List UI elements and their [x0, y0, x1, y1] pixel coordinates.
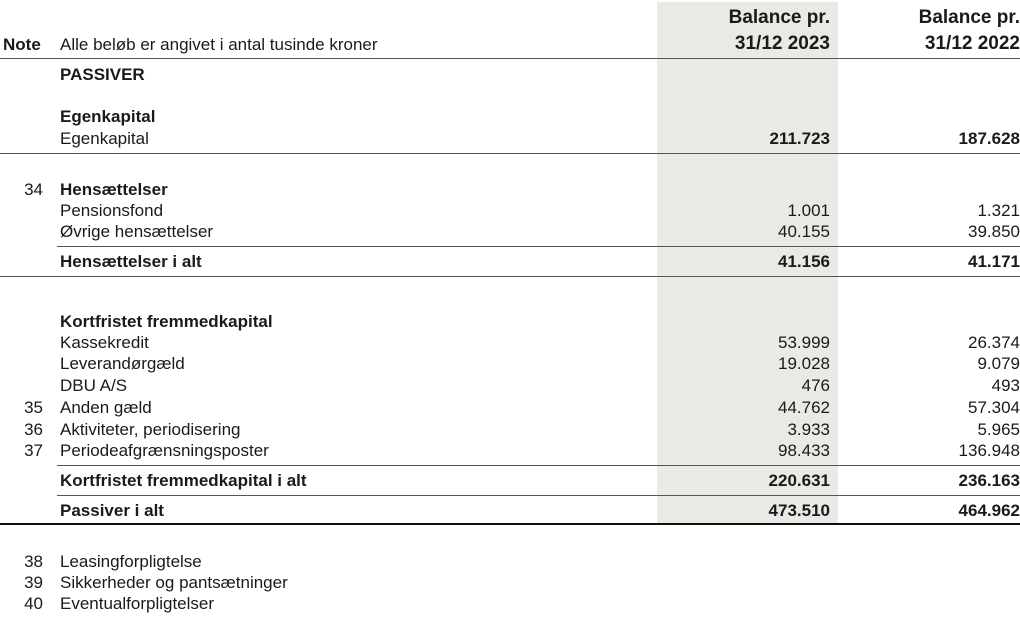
- kortfristet-heading: Kortfristet fremmedkapital: [60, 312, 273, 331]
- kortfristet-total-2022: 236.163: [958, 471, 1020, 490]
- table-row-note: 36: [24, 420, 43, 439]
- table-row-2023: 19.028: [778, 354, 830, 373]
- table-row-2022: 57.304: [968, 398, 1020, 417]
- passiver-total-2023: 473.510: [768, 501, 830, 520]
- col-2022-header-line2: 31/12 2022: [924, 33, 1020, 54]
- table-row-label: Øvrige hensættelser: [60, 222, 214, 241]
- table-row-label: Pensionsfond: [60, 201, 164, 220]
- col-2022-header-line1: Balance pr.: [918, 7, 1020, 28]
- passiver-total-divider: [57, 495, 1020, 496]
- egenkapital-heading: Egenkapital: [60, 107, 156, 126]
- table-row-2022: 493: [991, 376, 1020, 395]
- table-row-label: Anden gæld: [60, 398, 152, 417]
- footnote-label: Leasingforpligtelse: [60, 552, 202, 571]
- footnote-label: Eventualforpligtelser: [60, 594, 215, 613]
- footnote-note: 39: [24, 573, 43, 592]
- section-title-passiver: PASSIVER: [60, 65, 145, 84]
- footnote-label: Sikkerheder og pantsætninger: [60, 573, 288, 592]
- passiver-total-2022: 464.962: [958, 501, 1020, 520]
- table-row-2022: 9.079: [977, 354, 1020, 373]
- table-row-2022: 5.965: [977, 420, 1020, 439]
- table-row-label: Aktiviteter, periodisering: [60, 420, 241, 439]
- note-column-header: Note: [3, 35, 41, 54]
- hensaettelser-total-2022: 41.171: [968, 252, 1020, 271]
- unit-description: Alle beløb er angivet i antal tusinde kroner: [60, 35, 378, 54]
- kortfristet-subtotal-divider: [57, 465, 1020, 466]
- table-row-2023: 3.933: [787, 420, 830, 439]
- table-row-label: Periodeafgrænsningsposter: [60, 441, 269, 460]
- table-row-2023: 98.433: [778, 441, 830, 460]
- header-divider: [0, 58, 1020, 59]
- table-row-2023: 40.155: [778, 222, 830, 241]
- hensaettelser-subtotal-divider: [57, 246, 1020, 247]
- footnote-note: 40: [24, 594, 43, 613]
- table-row-2023: 53.999: [778, 333, 830, 352]
- col-2023-header-line2: 31/12 2023: [734, 33, 830, 54]
- col-2023-header-line1: Balance pr.: [728, 7, 830, 28]
- kortfristet-total-2023: 220.631: [768, 471, 830, 490]
- egenkapital-row-label: Egenkapital: [60, 129, 149, 148]
- table-row-note: 37: [24, 441, 43, 460]
- hensaettelser-heading: Hensættelser: [60, 180, 168, 199]
- table-row-2023: 1.001: [787, 201, 830, 220]
- kortfristet-total-label: Kortfristet fremmedkapital i alt: [60, 471, 307, 490]
- egenkapital-divider: [0, 153, 1020, 154]
- table-bottom-rule: [0, 523, 1020, 525]
- hensaettelser-total-label: Hensættelser i alt: [60, 252, 202, 271]
- footnote-note: 38: [24, 552, 43, 571]
- table-row-label: Leverandørgæld: [60, 354, 185, 373]
- table-row-2023: 476: [801, 376, 830, 395]
- table-row-label: DBU A/S: [60, 376, 128, 395]
- table-row-2022: 39.850: [968, 222, 1020, 241]
- passiver-total-label: Passiver i alt: [60, 501, 164, 520]
- table-row-2023: 44.762: [778, 398, 830, 417]
- hensaettelser-note: 34: [24, 180, 43, 199]
- egenkapital-row-2022: 187.628: [958, 129, 1020, 148]
- table-row-2022: 1.321: [977, 201, 1020, 220]
- hensaettelser-total-2023: 41.156: [778, 252, 830, 271]
- egenkapital-row-2023: 211.723: [769, 129, 830, 148]
- table-row-2022: 26.374: [968, 333, 1020, 352]
- hensaettelser-divider: [0, 276, 1020, 277]
- table-row-label: Kassekredit: [60, 333, 149, 352]
- table-row-2022: 136.948: [958, 441, 1020, 460]
- table-row-note: 35: [24, 398, 43, 417]
